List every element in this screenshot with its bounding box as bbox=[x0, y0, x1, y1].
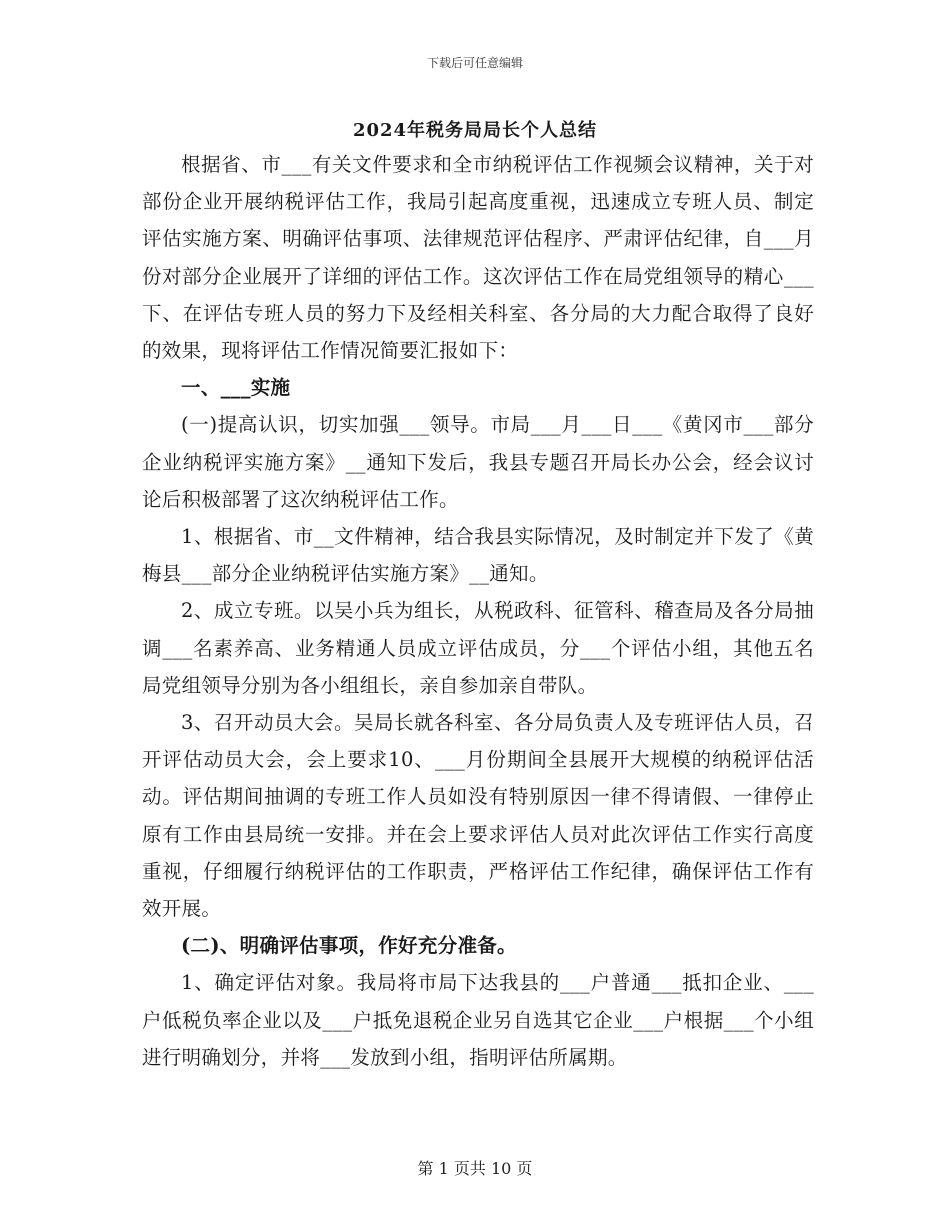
document-body bbox=[142, 146, 814, 1076]
subsection-1-paragraph: (一)提高认识，切实加强___领导。市局___月___日___《黄冈市___部分企业纳税评实施方案》__通知下发后，我县专题召开局长办公会，经会议讨论后积极部署了这次纳税评估工作。 bbox=[142, 413, 814, 511]
document-title: 2024年税务局局长个人总结 bbox=[352, 120, 598, 141]
intro-paragraph: 根据省、市___有关文件要求和全市纳税评估工作视频会议精神，关于对部份企业开展纳税评估工作，我局引起高度重视，迅速成立专班人员、制定评估实施方案、明确评估事项、法律规范评估程序、严肃评估纪律，自___月份对部分企业展开了详细的评估工作。这次评估工作在局党组领导的精心___下、在评估专班人员的努力下及经相关科室、各分局的大力配合取得了良好的效果，现将评估工作情况简要汇报如下： bbox=[142, 153, 814, 363]
subsection-2-heading: (二)、明确评估事项，作好充分准备。 bbox=[181, 934, 517, 958]
section-heading-1: 一、___实施 bbox=[181, 376, 291, 400]
page-header: 下载后可任意编辑 bbox=[426, 56, 523, 70]
item-2-paragraph: 2、成立专班。以吴小兵为组长，从税政科、征管科、稽查局及各分局抽调___名素养高、业务精通人员成立评估成员，分___个评估小组，其他五名局党组领导分别为各小组组长，亲自参加亲自带队。 bbox=[142, 599, 814, 697]
subsection-2-item-1-paragraph: 1、确定评估对象。我局将市局下达我县的___户普通___抵扣企业、___户低税负率企业以及___户抵免退税企业另自选其它企业___户根据___个小组进行明确划分，并将___发放到小组，指明评估所属期。 bbox=[142, 971, 814, 1069]
item-1-paragraph: 1、根据省、市__文件精神，结合我县实际情况，及时制定并下发了《黄梅县___部分企业纳税评估实施方案》__通知。 bbox=[142, 525, 814, 586]
page-footer: 第 1 页共 10 页 bbox=[417, 1159, 533, 1178]
item-3-paragraph: 3、召开动员大会。吴局长就各科室、各分局负责人及专班评估人员，召开评估动员大会，会上要求10、___月份期间全县展开大规模的纳税评估活动。评估期间抽调的专班工作人员如没有特别原因一律不得请假、一律停止原有工作由县局统一安排。并在会上要求评估人员对此次评估工作实行高度重视，仔细履行纳税评估的工作职责，严格评估工作纪律，确保评估工作有效开展。 bbox=[142, 711, 814, 921]
